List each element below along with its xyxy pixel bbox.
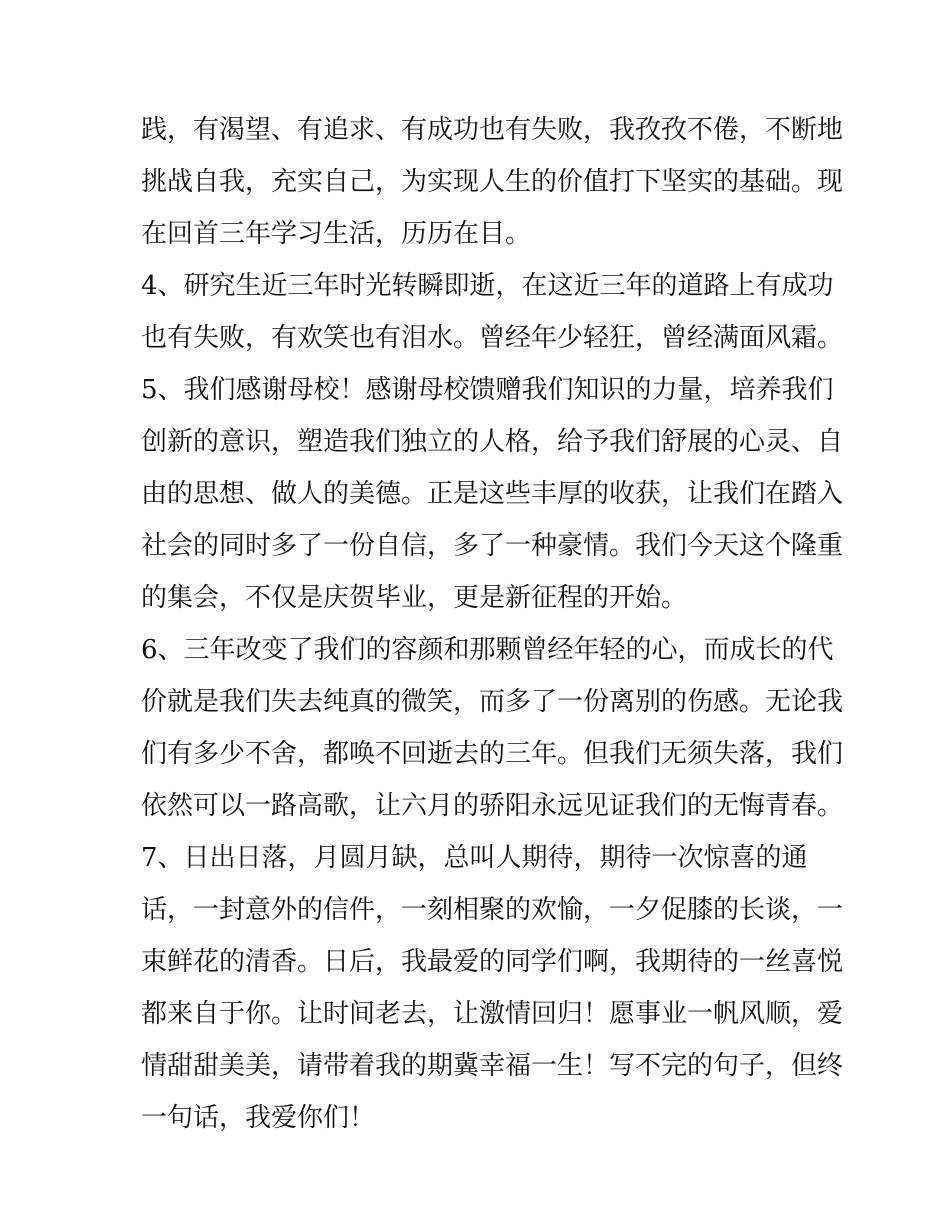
text-line: 们有多少不舍，都唤不回逝去的三年。但我们无须失落，我们 (141, 739, 844, 769)
text-line: 情甜甜美美，请带着我的期冀幸福一生！写不完的句子，但终 (141, 1051, 844, 1081)
text-line: 一句话，我爱你们！ (141, 1103, 376, 1133)
text-line: 束鲜花的清香。日后，我最爱的同学们啊，我期待的一丝喜悦 (141, 947, 844, 977)
text-line: 价就是我们失去纯真的微笑，而多了一份离别的伤感。无论我 (141, 687, 844, 717)
text-line: 的集会，不仅是庆贺毕业，更是新征程的开始。 (141, 583, 688, 613)
text-line: 由的思想、做人的美德。正是这些丰厚的收获，让我们在踏入 (141, 479, 844, 509)
document-body (141, 104, 844, 1144)
text-line: 创新的意识，塑造我们独立的人格，给予我们舒展的心灵、自 (141, 427, 844, 457)
text-line: 在回首三年学习生活，历历在目。 (141, 219, 532, 249)
text-line: 4、研究生近三年时光转瞬即逝，在这近三年的道路上有成功 (141, 271, 834, 301)
text-line: 挑战自我，充实自己，为实现人生的价值打下坚实的基础。现 (141, 167, 844, 197)
text-line: 5、我们感谢母校！感谢母校馈赠我们知识的力量，培养我们 (141, 375, 834, 405)
text-line: 7、日出日落，月圆月缺，总叫人期待，期待一次惊喜的通 (141, 843, 808, 873)
text-line: 也有失败，有欢笑也有泪水。曾经年少轻狂，曾经满面风霜。 (141, 323, 844, 353)
text-line: 依然可以一路高歌，让六月的骄阳永远见证我们的无悔青春。 (141, 791, 844, 821)
text-line: 都来自于你。让时间老去，让激情回归！愿事业一帆风顺，爱 (141, 999, 844, 1029)
text-line: 话，一封意外的信件，一刻相聚的欢愉，一夕促膝的长谈，一 (141, 895, 844, 925)
text-line: 社会的同时多了一份自信，多了一种豪情。我们今天这个隆重 (141, 531, 844, 561)
text-line: 6、三年改变了我们的容颜和那颗曾经年轻的心，而成长的代 (141, 635, 834, 665)
text-line: 践，有渴望、有追求、有成功也有失败，我孜孜不倦，不断地 (141, 115, 844, 145)
